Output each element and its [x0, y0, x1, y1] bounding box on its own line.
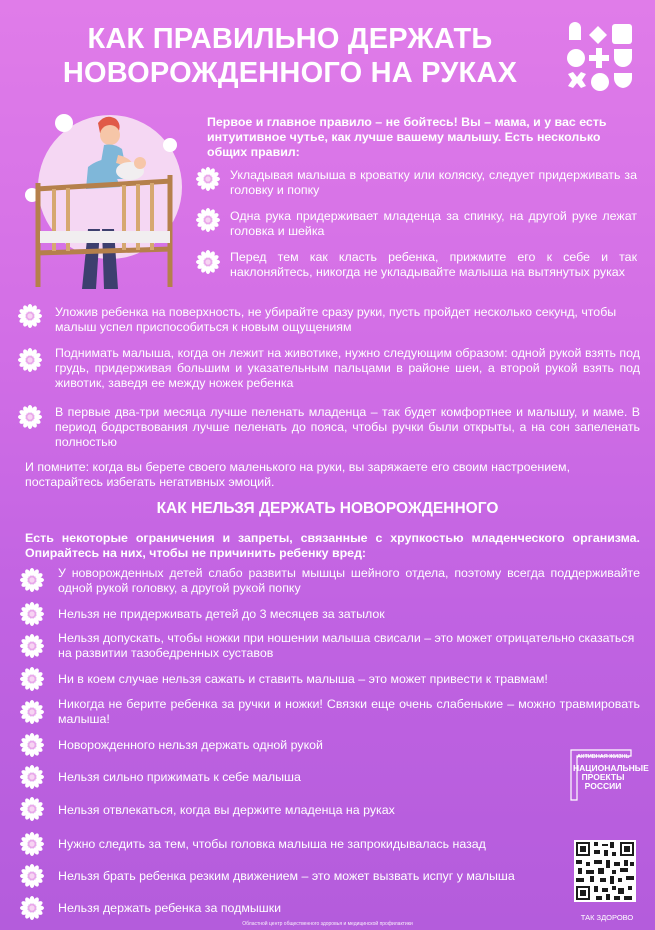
flower-bullet-icon — [20, 700, 44, 724]
dont-item: Нельзя отвлекаться, когда вы держите младенца на руках — [58, 803, 395, 817]
flower-bullet-icon — [20, 733, 44, 757]
dont-item: Нельзя держать ребенка за подмышки — [58, 901, 282, 915]
np-big-text: НАЦИОНАЛЬНЫЕ ПРОЕКТЫ РОССИИ — [573, 763, 649, 791]
flower-bullet-icon — [20, 602, 44, 626]
flower-bullet-icon — [196, 208, 220, 232]
flower-bullet-icon — [196, 250, 220, 274]
flower-bullet-icon — [20, 634, 44, 658]
dont-item: Новорожденного нельзя держать одной рукой — [58, 738, 323, 752]
rule-item-2: Одна рука придерживает младенца за спинку, на другой руке лежат головка и шейка — [230, 209, 637, 238]
title-line-2: НОВОРОЖДЕННОГО НА РУКАХ — [62, 57, 518, 89]
dont-item: Ни в коем случае нельзя сажать и ставить малыша – это может привести к травмам! — [58, 672, 548, 686]
section-title-donts: КАК НЕЛЬЗЯ ДЕРЖАТЬ НОВОРОЖДЕННОГО — [156, 500, 499, 517]
rule-item-5: Поднимать малыша, когда он лежит на животике, нужно следующим образом: одной рукой взять под грудь, придерживая большим и указательным пальцами в районе шеи, а второй рукой взять под животик, заведя ее между ножек ребенка — [55, 346, 640, 390]
dont-item: Нельзя сильно прижимать к себе малыша — [58, 770, 301, 784]
flower-bullet-icon — [18, 304, 42, 328]
flower-bullet-icon — [18, 405, 42, 429]
qr-code-icon — [574, 840, 636, 902]
rule-item-4: Уложив ребенка на поверхность, не убирайте сразу руки, пусть пройдет несколько секунд, чтобы малыш успел приспособиться к новым ощущениям — [55, 305, 617, 334]
qr-code[interactable] — [574, 840, 636, 902]
remember-text: И помните: когда вы берете своего маленького на руки, вы заряжаете его своим настроением, постарайтесь избегать негативных эмоций. — [25, 460, 571, 489]
np-small-text: АКТИВНАЯ ЖИЗНЬ — [577, 754, 630, 760]
tak-zdorovo-label: ТАК ЗДОРОВО — [580, 913, 634, 922]
dont-item: У новорожденных детей слабо развиты мышцы шейного отдела, поэтому всегда поддерживайте одной рукой головку, а другой рукой попку — [58, 566, 640, 595]
dont-item: Нельзя не придерживать детей до 3 месяцев за затылок — [58, 607, 385, 621]
flower-bullet-icon — [196, 167, 220, 191]
flower-bullet-icon — [20, 864, 44, 888]
flower-bullet-icon — [18, 348, 42, 372]
footer-text: Областной центр общественного здоровья и медицинской профилактики — [242, 921, 413, 927]
national-projects-logo — [565, 748, 649, 802]
flower-bullet-icon — [20, 832, 44, 856]
flower-bullet-icon — [20, 765, 44, 789]
rule-item-6: В первые два-три месяца лучше пеленать младенца – так будет комфортнее и малышу, и маме. В период бодрствования лучше пеленать до пояса, чтобы ручки были открыты, а на сон запеленать полностью — [55, 405, 640, 449]
title-line-1: КАК ПРАВИЛЬНО ДЕРЖАТЬ — [87, 23, 493, 55]
dont-item: Никогда не берите ребенка за ручки и ножки! Связки еще очень слабенькие – можно травмировать малыша! — [58, 697, 640, 726]
section-intro: Есть некоторые ограничения и запреты, связанные с хрупкостью младенческого организма. Опирайтесь на них, чтобы не причинить ребенку вред: — [25, 531, 640, 560]
intro-text: Первое и главное правило – не бойтесь! Вы – мама, и у вас есть интуитивное чутье, как лучше вашему малышу. Есть несколько общих правил: — [207, 115, 607, 159]
flower-bullet-icon — [20, 568, 44, 592]
brand-logo-icon — [566, 22, 638, 94]
mother-crib-illustration — [20, 105, 195, 295]
rule-item-3: Перед тем как класть ребенка, прижмите его к себе и так наклоняйтесь, никогда не укладывайте малыша на вытянутых руках — [230, 250, 637, 279]
rule-item-1: Укладывая малыша в кроватку или коляску, следует придерживать за головку и попку — [230, 168, 637, 197]
flower-bullet-icon — [20, 667, 44, 691]
flower-bullet-icon — [20, 797, 44, 821]
dont-item: Нельзя брать ребенка резким движением – это может вызвать испуг у малыша — [58, 869, 515, 883]
dont-item: Нужно следить за тем, чтобы головка малыша не запрокидывалась назад — [58, 837, 486, 851]
page-title — [40, 22, 540, 90]
dont-item: Нельзя допускать, чтобы ножки при ношении малыша свисали – это может отрицательно сказаться на развитии тазобедренных суставов — [58, 631, 635, 660]
flower-bullet-icon — [20, 896, 44, 920]
